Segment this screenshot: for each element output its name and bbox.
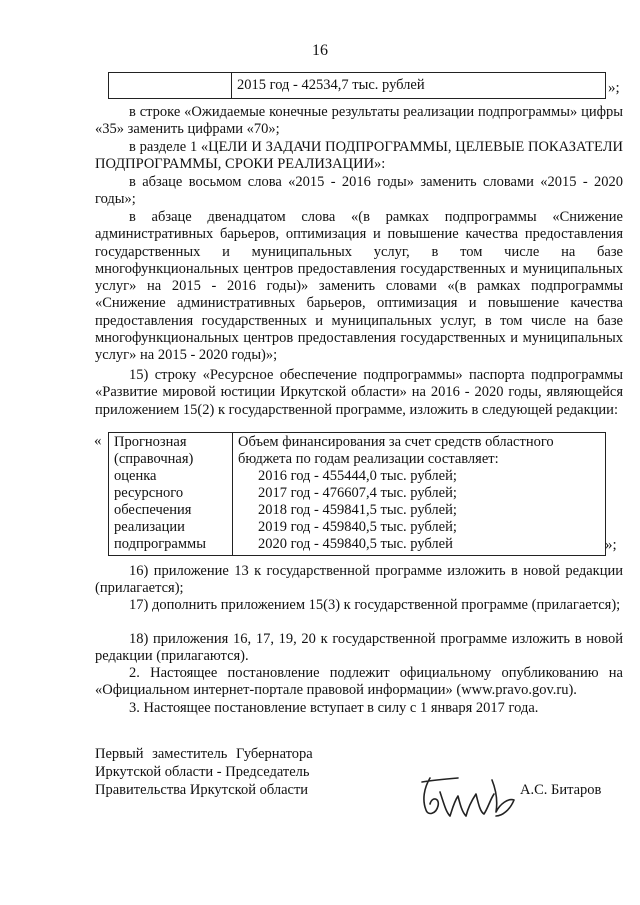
- paragraph: в разделе 1 «ЦЕЛИ И ЗАДАЧИ ПОДПРОГРАММЫ, ЦЕЛЕВЫЕ ПОКАЗАТЕЛИ ПОДПРОГРАММЫ, СРОКИ РЕАЛИЗАЦИИ»:: [95, 139, 623, 173]
- signatory-title: [95, 746, 395, 799]
- paragraph: в абзаце двенадцатом слова «(в рамках подпрограммы «Снижение административных барьеров, оптимизация и повышение качества предоставления государственных и муниципальных услуг, в том числе на базе многофункциональных центров предоставления государственных и муниципальных услуг» на 2015 - 2016 годы)» заменить словами «(в рамках подпрограммы «Снижение административных барьеров, оптимизация и повышение качества предоставления государственных и муниципальных услуг, в том числе на базе многофункциональных центров предоставления государственных и муниципальных услуг» на 2015 - 2020 годы)»;: [95, 209, 623, 364]
- table-cell: 2015 год - 42534,7 тыс. рублей: [232, 73, 606, 99]
- paragraph: 3. Настоящее постановление вступает в силу с 1 января 2017 года.: [129, 700, 539, 716]
- handwritten-signature: [416, 770, 520, 828]
- paragraph: 2. Настоящее постановление подлежит официальному опубликованию на «Официальном интернет-портале правовой информации» (www.pravo.gov.ru).: [95, 665, 623, 699]
- signatory-line: Иркутской области - Председатель: [95, 763, 310, 780]
- paragraph: в строке «Ожидаемые конечные результаты реализации подпрограммы» цифры «35» заменить цифрами «70»;: [95, 104, 623, 138]
- paragraph: 17) дополнить приложением 15(3) к государственной программе (прилагается);: [129, 597, 621, 613]
- value-line: Объем финансирования за счет средств областного: [238, 434, 554, 450]
- closing-quote: »;: [608, 80, 620, 96]
- table-row: [109, 433, 606, 556]
- page-number: 16: [312, 42, 328, 59]
- label-line: реализации: [114, 519, 185, 535]
- resource-table: [108, 432, 606, 556]
- year-line: 2018 год - 459841,5 тыс. рублей;: [258, 502, 457, 518]
- label-line: оценка: [114, 468, 157, 484]
- opening-quote: «: [94, 433, 102, 449]
- table-row: [109, 73, 606, 99]
- signatory-name: А.С. Битаров: [520, 782, 602, 798]
- label-line: (справочная): [114, 451, 194, 467]
- label-line: ресурсного: [114, 485, 184, 501]
- year-line: 2017 год - 476607,4 тыс. рублей;: [258, 485, 457, 501]
- paragraph: 15) строку «Ресурсное обеспечение подпрограммы» паспорта подпрограммы «Развитие мировой юстиции Иркутской области» на 2016 - 2020 годы, являющейся приложением 15(2) к государственной программе, изложить в следующей редакции:: [95, 367, 623, 418]
- label-line: обеспечения: [114, 502, 192, 518]
- table-top-fragment: [108, 72, 606, 99]
- year-line: 2019 год - 459840,5 тыс. рублей;: [258, 519, 457, 535]
- label-line: подпрограммы: [114, 536, 206, 552]
- paragraph: в абзаце восьмом слова «2015 - 2016 годы» заменить словами «2015 - 2020 годы»;: [95, 174, 623, 208]
- label-line: Прогнозная: [114, 434, 187, 450]
- table-cell: [109, 73, 232, 99]
- value-line: бюджета по годам реализации составляет:: [238, 451, 499, 467]
- year-line: 2020 год - 459840,5 тыс. рублей: [258, 536, 453, 552]
- table-cell-label: [109, 433, 233, 556]
- closing-quote: »;: [605, 537, 617, 553]
- paragraph: 18) приложения 16, 17, 19, 20 к государственной программе изложить в новой редакции (прилагаются).: [95, 631, 623, 665]
- year-line: 2016 год - 455444,0 тыс. рублей;: [258, 468, 457, 484]
- signatory-line: Правительства Иркутской области: [95, 781, 309, 798]
- paragraph: 16) приложение 13 к государственной программе изложить в новой редакции (прилагается);: [95, 563, 623, 597]
- table-cell-value: [233, 433, 606, 556]
- signatory-line: Первый заместитель Губернатора: [95, 746, 313, 762]
